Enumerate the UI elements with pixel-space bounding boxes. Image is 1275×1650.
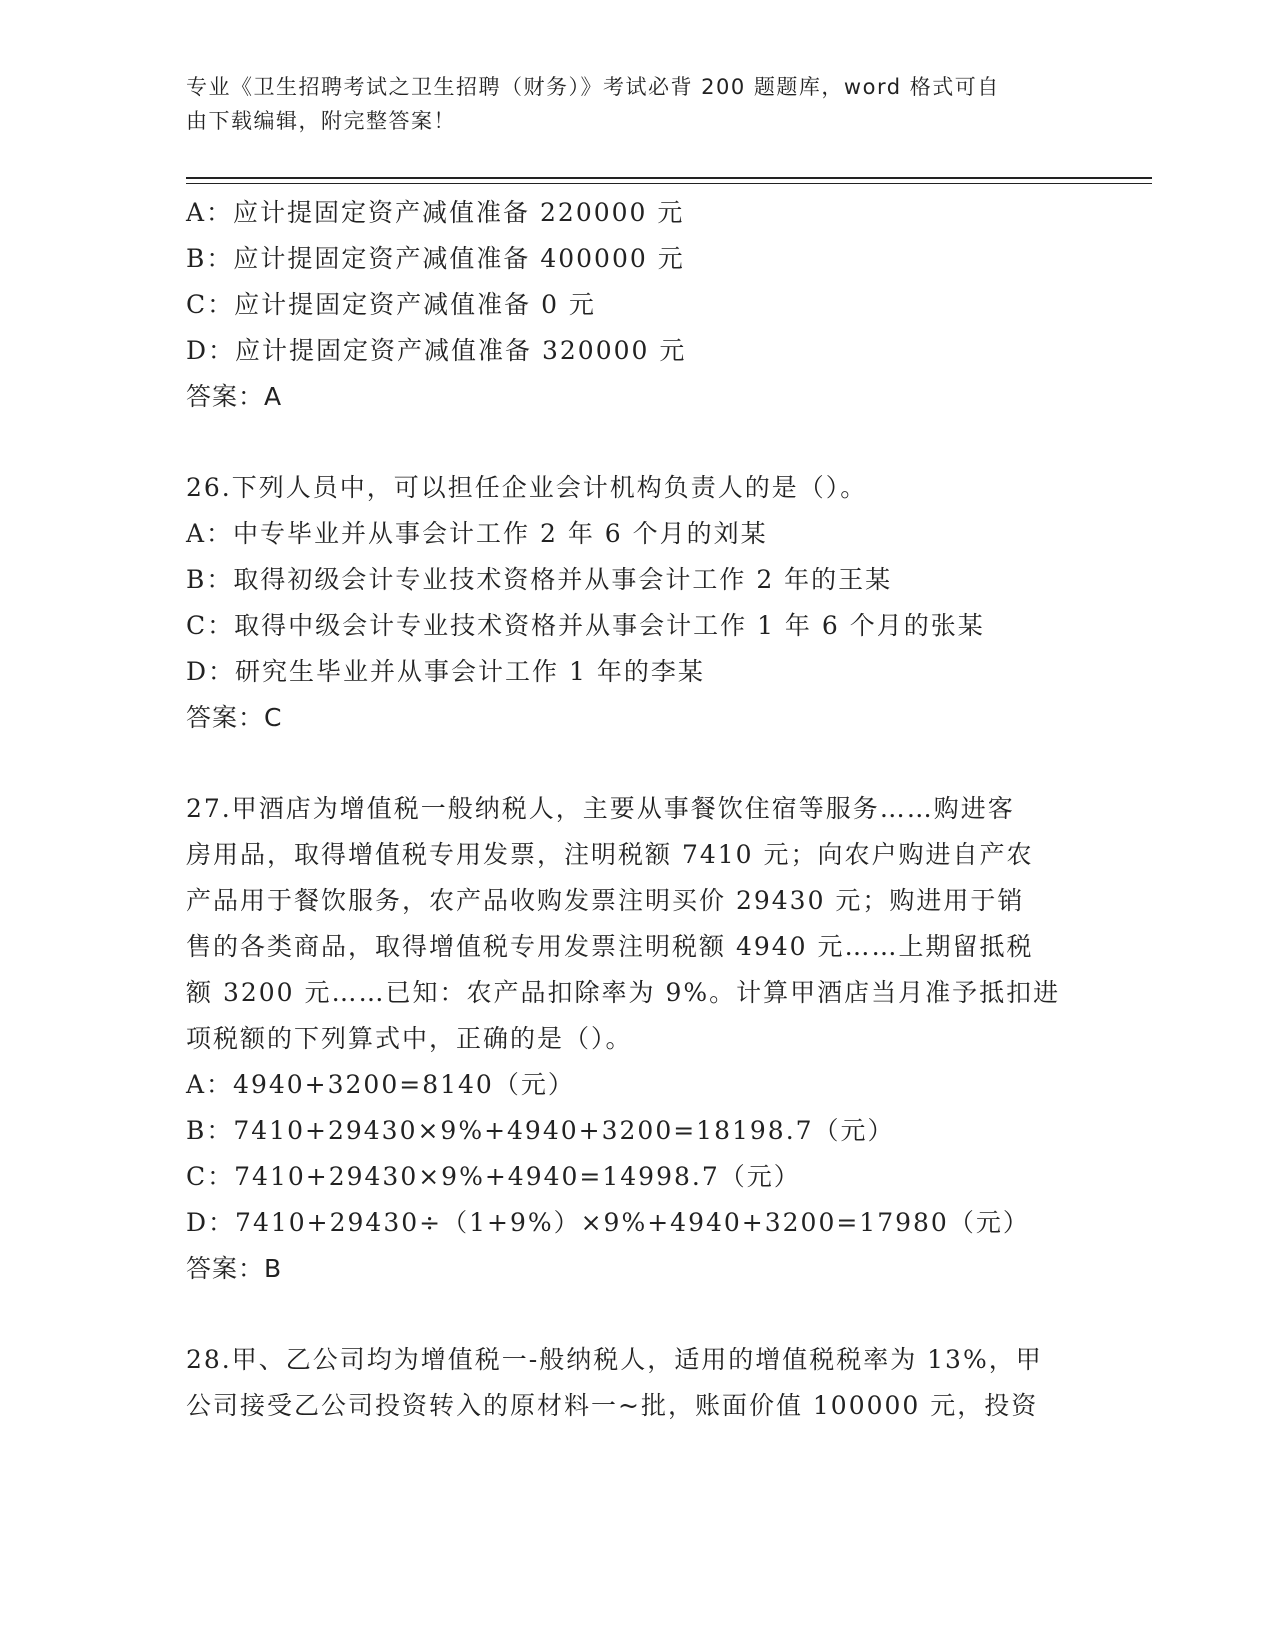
option-b: B：应计提固定资产减值准备 400000 元 [186,244,685,273]
option-d: D：7410+29430÷（1+9%）×9%+4940+3200=17980（元） [186,1208,1030,1237]
answer: 答案：B [186,1254,283,1283]
question-stem-line: 额 3200 元……已知：农产品扣除率为 9%。计算甲酒店当月准予抵扣进 [186,978,1061,1007]
header-line-1: 专业《卫生招聘考试之卫生招聘（财务）》考试必背 200 题题库，word 格式可自 [186,75,1000,99]
option-d: D：研究生毕业并从事会计工作 1 年的李某 [186,657,705,686]
document-header [186,70,1086,138]
question-28 [186,1337,1086,1429]
question-stem: 26.下列人员中，可以担任企业会计机构负责人的是（）。 [186,473,868,502]
header-divider-thick [186,177,1152,179]
answer: 答案：C [186,703,283,732]
option-c: C：应计提固定资产减值准备 0 元 [186,290,596,319]
option-a: A：应计提固定资产减值准备 220000 元 [186,198,685,227]
document-body [186,190,1086,1429]
question-stem-line: 房用品，取得增值税专用发票，注明税额 7410 元；向农户购进自产农 [186,840,1034,869]
question-stem-line: 售的各类商品，取得增值税专用发票注明税额 4940 元……上期留抵税 [186,932,1034,961]
option-c: C：7410+29430×9%+4940=14998.7（元） [186,1162,801,1191]
option-c: C：取得中级会计专业技术资格并从事会计工作 1 年 6 个月的张某 [186,611,985,640]
question-stem-line: 产品用于餐饮服务，农产品收购发票注明买价 29430 元；购进用于销 [186,886,1025,915]
header-line-2: 由下载编辑，附完整答案！ [186,109,456,133]
question-26 [186,465,1086,741]
option-d: D：应计提固定资产减值准备 320000 元 [186,336,687,365]
option-a: A：4940+3200=8140（元） [186,1070,575,1099]
question-27 [186,786,1086,1292]
question-25 [186,190,1086,420]
option-b: B：取得初级会计专业技术资格并从事会计工作 2 年的王某 [186,565,893,594]
question-stem-line: 28.甲、乙公司均为增值税一-般纳税人，适用的增值税税率为 13%，甲 [186,1345,1043,1374]
question-stem-line: 27.甲酒店为增值税一般纳税人，主要从事餐饮住宿等服务……购进客 [186,794,1015,823]
option-b: B：7410+29430×9%+4940+3200=18198.7（元） [186,1116,895,1145]
question-stem-line: 公司接受乙公司投资转入的原材料一~批，账面价值 100000 元，投资 [186,1391,1039,1420]
answer: 答案：A [186,382,283,411]
question-stem-line: 项税额的下列算式中，正确的是（）。 [186,1024,633,1053]
header-divider-thin [186,183,1152,184]
option-a: A：中专毕业并从事会计工作 2 年 6 个月的刘某 [186,519,768,548]
